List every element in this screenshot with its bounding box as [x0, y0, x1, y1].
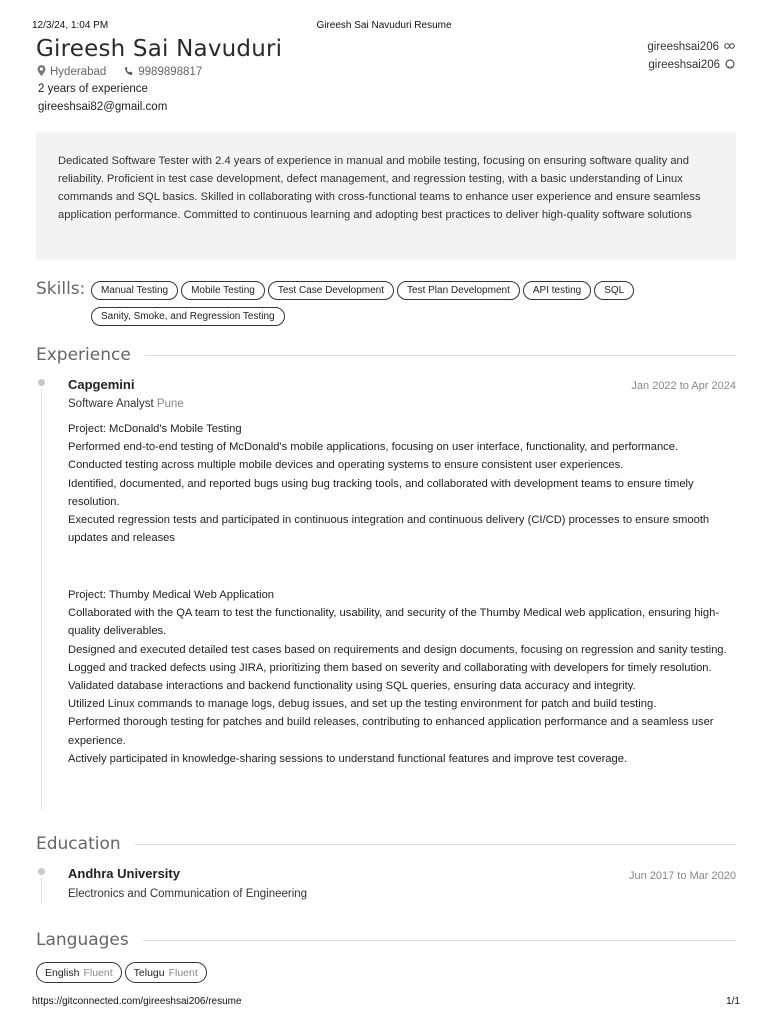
project-block-2 [68, 586, 740, 768]
skills-row-1 [91, 280, 741, 300]
project-line: Conducted testing across multiple mobile devices and operating systems to ensure consistent user experiences. [68, 459, 624, 472]
school-name: Andhra University [68, 866, 180, 881]
location-pin-icon [37, 65, 46, 79]
timeline-dot [38, 379, 45, 386]
github-link[interactable] [535, 56, 735, 74]
job-role: Software Analyst [68, 398, 154, 410]
timeline-line [41, 878, 42, 904]
skill-pill: Mobile Testing [181, 281, 265, 300]
project-line: Collaborated with the QA team to test the functionality, usability, and security of the Thumby Medical web application, ensuring high-quality deliverables. [68, 607, 720, 638]
profile-links [535, 38, 735, 74]
timeline-dot [38, 868, 45, 875]
skill-pill: Test Case Development [268, 281, 394, 300]
project-line: Designed and executed detailed test cases based on requirements and design documents, focusing on regression and sanity testing. [68, 643, 727, 656]
skill-pill: Sanity, Smoke, and Regression Testing [91, 307, 285, 326]
skill-pill: API testing [523, 281, 591, 300]
experience-title: Experience [36, 345, 131, 365]
section-divider [143, 940, 736, 941]
section-divider [135, 844, 736, 845]
project-line: Logged and tracked defects using JIRA, prioritizing them based on severity and collaborating with developers for timely resolution. [68, 661, 712, 674]
candidate-name: Gireesh Sai Navuduri [36, 36, 283, 62]
portfolio-link-label: gireeshsai206 [647, 41, 719, 53]
project-line: Utilized Linux commands to manage logs, debug issues, and set up the testing environment for patch and build testing. [68, 698, 657, 711]
email-link[interactable]: gireeshsai82@gmail.com [38, 101, 168, 113]
project-line: Identified, documented, and reported bugs using bug tracking tools, and collaborated with development teams to ensure timely resolution. [68, 477, 694, 508]
language-pill [36, 962, 122, 983]
skills-label: Skills: [36, 279, 86, 299]
project-line: Validated database interactions and backend functionality using SQL queries, ensuring data accuracy and integrity. [68, 680, 636, 693]
link-icon [724, 41, 735, 53]
job-role-row [68, 398, 184, 410]
project-line: Performed end-to-end testing of McDonald's mobile applications, focusing on user interface, functionality, and performance. [68, 441, 679, 454]
language-name: Telugu [133, 966, 165, 979]
skill-pill: Manual Testing [91, 281, 178, 300]
timeline-line [41, 389, 42, 809]
language-name: English [45, 966, 80, 979]
skills-row-2 [91, 306, 288, 326]
summary-text: Dedicated Software Tester with 2.4 years of experience in manual and mobile testing, focusing on ensuring software quality and reliability. Proficient in test case development, defect management, and regression testing, with a basic understanding of Linux commands and SQL basics. Skilled in collaborating with cross-functional teams to enhance user experience and ensure seamless application performance. Committed to continuous learning and adopting best practices to deliver high-quality software solutions [58, 155, 701, 221]
skill-pill: Test Plan Development [397, 281, 520, 300]
contact-row [37, 65, 202, 79]
experience-years: 2 years of experience [38, 83, 148, 95]
language-level: Fluent [168, 966, 198, 979]
print-datetime: 12/3/24, 1:04 PM [32, 20, 109, 31]
print-doc-title: Gireesh Sai Navuduri Resume [316, 20, 452, 31]
summary-box [36, 132, 736, 260]
education-title: Education [36, 834, 121, 854]
project-block-1 [68, 420, 740, 547]
languages-title: Languages [36, 930, 129, 950]
degree: Electronics and Communication of Engineering [68, 888, 308, 900]
education-dates: Jun 2017 to Mar 2020 [628, 870, 736, 882]
experience-heading [36, 345, 736, 365]
print-page-number: 1/1 [726, 996, 740, 1007]
project-line: Actively participated in knowledge-sharing sessions to understand functional features and improve test coverage. [68, 752, 628, 765]
education-heading [36, 834, 736, 854]
print-url: https://gitconnected.com/gireeshsai206/resume [32, 996, 242, 1007]
languages-heading [36, 930, 736, 950]
project-title: Project: Thumby Medical Web Application [68, 589, 275, 601]
location-text: Hyderabad [50, 66, 107, 78]
section-divider [145, 355, 736, 356]
company-name: Capgemini [68, 377, 135, 392]
skill-pill: SQL [594, 281, 634, 300]
portfolio-link[interactable] [535, 38, 735, 56]
phone-icon [124, 66, 134, 79]
github-icon [725, 59, 735, 72]
job-location: Pune [156, 398, 184, 410]
phone-text: 9989898817 [138, 66, 203, 78]
language-level: Fluent [83, 966, 113, 979]
project-title: Project: McDonald's Mobile Testing [68, 423, 242, 435]
project-line: Executed regression tests and participated in continuous integration and continuous delivery (CI/CD) processes to ensure smooth updates and releases [68, 514, 710, 545]
github-link-label: gireeshsai206 [648, 59, 720, 71]
project-line: Performed thorough testing for patches and build releases, contributing to enhanced application performance and a seamless user experience. [68, 716, 714, 747]
job-dates: Jan 2022 to Apr 2024 [631, 380, 736, 392]
languages-list [36, 962, 210, 983]
language-pill [125, 962, 207, 983]
